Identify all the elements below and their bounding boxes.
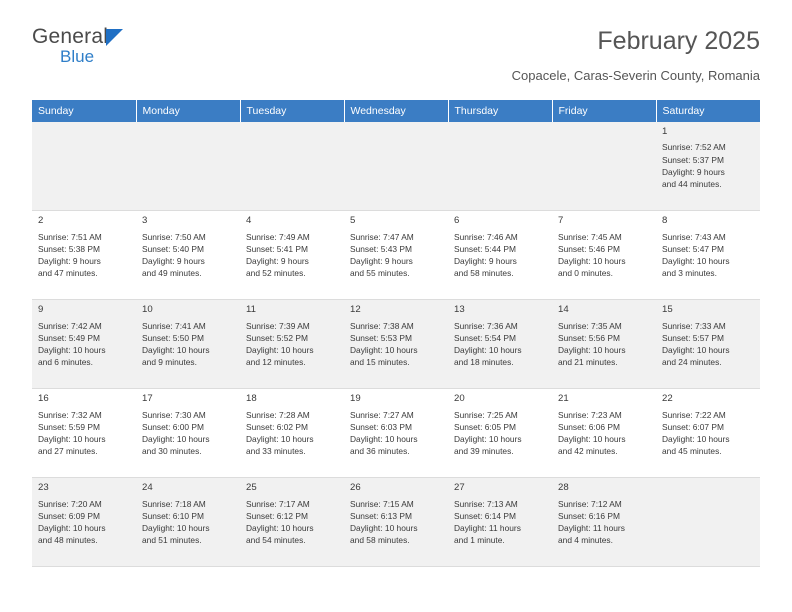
day-sunrise-text: Sunrise: 7:22 AM — [662, 409, 726, 420]
day-daylight2-text: and 3 minutes. — [662, 268, 717, 279]
day-daylight1-text: Daylight: 10 hours — [558, 434, 626, 445]
day-daylight1-text: Daylight: 9 hours — [454, 256, 517, 267]
calendar-week-row — [32, 300, 760, 389]
day-number: 1 — [662, 125, 668, 137]
calendar-body — [32, 122, 760, 567]
day-number: 2 — [38, 215, 44, 226]
day-daylight2-text: and 58 minutes. — [454, 268, 514, 279]
weekday-header-wednesday: Wednesday — [344, 100, 448, 122]
day-number: 26 — [350, 482, 361, 493]
day-daylight2-text: and 0 minutes. — [558, 268, 613, 279]
calendar-day-cell[interactable] — [552, 389, 656, 478]
day-sunset-text: Sunset: 5:53 PM — [350, 333, 412, 344]
day-sunrise-text: Sunrise: 7:12 AM — [558, 498, 622, 509]
day-daylight1-text: Daylight: 11 hours — [558, 523, 625, 534]
day-daylight1-text: Daylight: 10 hours — [246, 434, 314, 445]
day-sunset-text: Sunset: 6:03 PM — [350, 422, 412, 433]
day-sunrise-text: Sunrise: 7:41 AM — [142, 320, 206, 331]
day-daylight2-text: and 45 minutes. — [662, 446, 722, 457]
weekday-header-row — [32, 100, 760, 122]
day-number: 4 — [246, 215, 252, 226]
day-sunset-text: Sunset: 5:50 PM — [142, 333, 204, 344]
calendar-day-cell[interactable] — [136, 389, 240, 478]
day-daylight2-text: and 33 minutes. — [246, 446, 306, 457]
calendar-day-cell[interactable] — [552, 300, 656, 389]
calendar-day-cell[interactable] — [448, 478, 552, 567]
day-number: 13 — [454, 304, 465, 315]
day-sunset-text: Sunset: 5:59 PM — [38, 422, 100, 433]
calendar-day-cell[interactable] — [552, 478, 656, 567]
weekday-header-thursday: Thursday — [448, 100, 552, 122]
day-daylight1-text: Daylight: 9 hours — [142, 256, 205, 267]
day-sunset-text: Sunset: 6:14 PM — [454, 511, 516, 522]
day-number: 28 — [558, 482, 569, 493]
day-daylight1-text: Daylight: 10 hours — [662, 345, 730, 356]
day-sunset-text: Sunset: 6:12 PM — [246, 511, 308, 522]
day-daylight1-text: Daylight: 10 hours — [142, 434, 210, 445]
day-daylight2-text: and 6 minutes. — [38, 357, 93, 368]
day-sunset-text: Sunset: 5:46 PM — [558, 244, 620, 255]
day-sunset-text: Sunset: 6:06 PM — [558, 422, 620, 433]
calendar-day-cell[interactable] — [552, 211, 656, 300]
day-daylight2-text: and 27 minutes. — [38, 446, 98, 457]
page-header — [32, 0, 760, 83]
calendar-day-cell[interactable] — [344, 211, 448, 300]
day-daylight2-text: and 9 minutes. — [142, 357, 197, 368]
day-sunrise-text: Sunrise: 7:50 AM — [142, 231, 206, 242]
weekday-header-sunday: Sunday — [32, 100, 136, 122]
day-daylight1-text: Daylight: 10 hours — [142, 345, 210, 356]
day-number: 3 — [142, 215, 148, 226]
day-number: 8 — [662, 215, 668, 226]
calendar-day-cell[interactable] — [448, 211, 552, 300]
day-number: 22 — [662, 393, 673, 404]
day-number: 7 — [558, 215, 564, 226]
day-number: 10 — [142, 304, 153, 315]
calendar-day-cell[interactable] — [448, 389, 552, 478]
calendar-day-cell[interactable] — [344, 389, 448, 478]
day-daylight1-text: Daylight: 9 hours — [662, 166, 725, 177]
calendar-day-cell[interactable] — [656, 122, 760, 211]
day-daylight1-text: Daylight: 10 hours — [246, 523, 314, 534]
day-sunset-text: Sunset: 6:16 PM — [558, 511, 620, 522]
day-daylight2-text: and 51 minutes. — [142, 535, 202, 546]
calendar-day-cell[interactable] — [240, 211, 344, 300]
day-number: 5 — [350, 215, 356, 226]
day-number: 9 — [38, 304, 44, 315]
calendar-day-cell[interactable] — [240, 478, 344, 567]
day-sunrise-text: Sunrise: 7:18 AM — [142, 498, 206, 509]
day-sunset-text: Sunset: 6:05 PM — [454, 422, 516, 433]
day-daylight1-text: Daylight: 10 hours — [38, 345, 106, 356]
day-sunset-text: Sunset: 5:47 PM — [662, 244, 724, 255]
calendar-day-empty — [344, 122, 448, 211]
calendar-day-cell[interactable] — [448, 300, 552, 389]
title-block — [512, 26, 760, 83]
day-sunrise-text: Sunrise: 7:30 AM — [142, 409, 206, 420]
calendar-day-cell[interactable] — [32, 478, 136, 567]
day-sunset-text: Sunset: 5:37 PM — [662, 154, 724, 165]
day-daylight2-text: and 15 minutes. — [350, 357, 410, 368]
calendar-week-row — [32, 122, 760, 211]
day-daylight1-text: Daylight: 10 hours — [662, 256, 730, 267]
day-daylight2-text: and 49 minutes. — [142, 268, 202, 279]
day-sunset-text: Sunset: 5:44 PM — [454, 244, 516, 255]
page-title: February 2025 — [597, 27, 760, 55]
day-daylight2-text: and 39 minutes. — [454, 446, 514, 457]
day-number: 16 — [38, 393, 49, 404]
day-daylight1-text: Daylight: 10 hours — [454, 345, 522, 356]
calendar-week-row — [32, 389, 760, 478]
day-sunrise-text: Sunrise: 7:39 AM — [246, 320, 310, 331]
day-sunset-text: Sunset: 6:00 PM — [142, 422, 204, 433]
day-daylight1-text: Daylight: 10 hours — [558, 345, 626, 356]
general-blue-logo[interactable] — [32, 26, 212, 65]
day-number: 6 — [454, 215, 460, 226]
day-daylight1-text: Daylight: 10 hours — [38, 523, 106, 534]
day-daylight2-text: and 4 minutes. — [558, 535, 613, 546]
day-sunrise-text: Sunrise: 7:13 AM — [454, 498, 518, 509]
day-sunset-text: Sunset: 5:43 PM — [350, 244, 412, 255]
day-sunset-text: Sunset: 6:02 PM — [246, 422, 308, 433]
calendar-day-cell[interactable] — [240, 300, 344, 389]
day-number: 19 — [350, 393, 361, 404]
day-daylight1-text: Daylight: 9 hours — [350, 256, 413, 267]
day-daylight1-text: Daylight: 10 hours — [558, 256, 626, 267]
calendar-day-cell[interactable] — [32, 389, 136, 478]
day-sunrise-text: Sunrise: 7:15 AM — [350, 498, 414, 509]
day-sunrise-text: Sunrise: 7:33 AM — [662, 320, 726, 331]
logo-text-general: General — [32, 25, 109, 48]
logo-text-blue: Blue — [60, 47, 95, 66]
weekday-header-friday: Friday — [552, 100, 656, 122]
day-sunrise-text: Sunrise: 7:23 AM — [558, 409, 622, 420]
day-daylight2-text: and 42 minutes. — [558, 446, 618, 457]
day-daylight2-text: and 21 minutes. — [558, 357, 618, 368]
day-sunset-text: Sunset: 5:49 PM — [38, 333, 100, 344]
calendar-day-empty — [552, 122, 656, 211]
day-number: 23 — [38, 482, 49, 493]
day-sunset-text: Sunset: 6:09 PM — [38, 511, 100, 522]
calendar-day-cell[interactable] — [32, 211, 136, 300]
day-daylight1-text: Daylight: 11 hours — [454, 523, 521, 534]
day-sunset-text: Sunset: 5:54 PM — [454, 333, 516, 344]
day-sunrise-text: Sunrise: 7:36 AM — [454, 320, 518, 331]
day-sunset-text: Sunset: 6:07 PM — [662, 422, 724, 433]
day-daylight1-text: Daylight: 10 hours — [350, 523, 418, 534]
day-sunrise-text: Sunrise: 7:25 AM — [454, 409, 518, 420]
day-number: 24 — [142, 482, 153, 493]
day-sunrise-text: Sunrise: 7:32 AM — [38, 409, 102, 420]
day-daylight2-text: and 47 minutes. — [38, 268, 98, 279]
day-sunset-text: Sunset: 5:57 PM — [662, 333, 724, 344]
day-number: 21 — [558, 393, 569, 404]
calendar-day-empty — [240, 122, 344, 211]
calendar-day-empty — [656, 478, 760, 567]
calendar-day-cell[interactable] — [656, 389, 760, 478]
weekday-header-tuesday: Tuesday — [240, 100, 344, 122]
calendar-week-row — [32, 478, 760, 567]
day-sunrise-text: Sunrise: 7:42 AM — [38, 320, 102, 331]
day-sunrise-text: Sunrise: 7:20 AM — [38, 498, 102, 509]
day-number: 12 — [350, 304, 361, 315]
day-daylight2-text: and 54 minutes. — [246, 535, 306, 546]
day-sunset-text: Sunset: 5:56 PM — [558, 333, 620, 344]
day-daylight1-text: Daylight: 10 hours — [142, 523, 210, 534]
calendar-day-cell[interactable] — [344, 478, 448, 567]
day-sunrise-text: Sunrise: 7:17 AM — [246, 498, 310, 509]
day-number: 20 — [454, 393, 465, 404]
day-daylight2-text: and 44 minutes. — [662, 178, 722, 189]
day-daylight1-text: Daylight: 9 hours — [38, 256, 101, 267]
day-sunset-text: Sunset: 6:10 PM — [142, 511, 204, 522]
day-sunrise-text: Sunrise: 7:45 AM — [558, 231, 622, 242]
flag-icon — [106, 29, 123, 46]
day-sunrise-text: Sunrise: 7:27 AM — [350, 409, 414, 420]
day-daylight2-text: and 30 minutes. — [142, 446, 202, 457]
day-number: 27 — [454, 482, 465, 493]
day-sunrise-text: Sunrise: 7:46 AM — [454, 231, 518, 242]
day-sunset-text: Sunset: 5:41 PM — [246, 244, 308, 255]
day-daylight2-text: and 18 minutes. — [454, 357, 514, 368]
day-number: 14 — [558, 304, 569, 315]
day-sunset-text: Sunset: 6:13 PM — [350, 511, 412, 522]
day-sunrise-text: Sunrise: 7:38 AM — [350, 320, 414, 331]
sunrise-sunset-calendar — [32, 100, 760, 568]
calendar-day-cell[interactable] — [136, 211, 240, 300]
day-daylight1-text: Daylight: 10 hours — [38, 434, 106, 445]
day-daylight2-text: and 58 minutes. — [350, 535, 410, 546]
day-daylight2-text: and 55 minutes. — [350, 268, 410, 279]
day-number: 25 — [246, 482, 257, 493]
day-daylight2-text: and 36 minutes. — [350, 446, 410, 457]
day-number: 18 — [246, 393, 257, 404]
calendar-day-cell[interactable] — [344, 300, 448, 389]
day-sunrise-text: Sunrise: 7:35 AM — [558, 320, 622, 331]
day-sunrise-text: Sunrise: 7:51 AM — [38, 231, 102, 242]
day-daylight1-text: Daylight: 10 hours — [350, 434, 418, 445]
day-number: 17 — [142, 393, 153, 404]
calendar-day-cell[interactable] — [32, 300, 136, 389]
day-daylight1-text: Daylight: 10 hours — [246, 345, 314, 356]
day-daylight2-text: and 48 minutes. — [38, 535, 98, 546]
day-sunrise-text: Sunrise: 7:49 AM — [246, 231, 310, 242]
day-sunrise-text: Sunrise: 7:47 AM — [350, 231, 414, 242]
day-daylight1-text: Daylight: 10 hours — [454, 434, 522, 445]
calendar-day-cell[interactable] — [656, 211, 760, 300]
day-sunrise-text: Sunrise: 7:43 AM — [662, 231, 726, 242]
calendar-day-empty — [448, 122, 552, 211]
day-daylight2-text: and 12 minutes. — [246, 357, 306, 368]
calendar-day-cell[interactable] — [240, 389, 344, 478]
calendar-day-cell[interactable] — [136, 300, 240, 389]
day-sunset-text: Sunset: 5:52 PM — [246, 333, 308, 344]
calendar-day-cell[interactable] — [656, 300, 760, 389]
day-sunset-text: Sunset: 5:38 PM — [38, 244, 100, 255]
day-daylight2-text: and 1 minute. — [454, 535, 505, 546]
calendar-day-empty — [136, 122, 240, 211]
day-sunrise-text: Sunrise: 7:52 AM — [662, 142, 726, 153]
day-daylight1-text: Daylight: 10 hours — [350, 345, 418, 356]
day-sunset-text: Sunset: 5:40 PM — [142, 244, 204, 255]
day-number: 15 — [662, 304, 673, 315]
calendar-day-empty — [32, 122, 136, 211]
calendar-week-row — [32, 211, 760, 300]
location-subtitle: Copacele, Caras-Severin County, Romania — [511, 67, 760, 83]
day-sunrise-text: Sunrise: 7:28 AM — [246, 409, 310, 420]
day-daylight1-text: Daylight: 10 hours — [662, 434, 730, 445]
weekday-header-saturday: Saturday — [656, 100, 760, 122]
calendar-day-cell[interactable] — [136, 478, 240, 567]
weekday-header-monday: Monday — [136, 100, 240, 122]
day-daylight1-text: Daylight: 9 hours — [246, 256, 309, 267]
day-number: 11 — [246, 304, 256, 315]
day-daylight2-text: and 24 minutes. — [662, 357, 722, 368]
day-daylight2-text: and 52 minutes. — [246, 268, 306, 279]
